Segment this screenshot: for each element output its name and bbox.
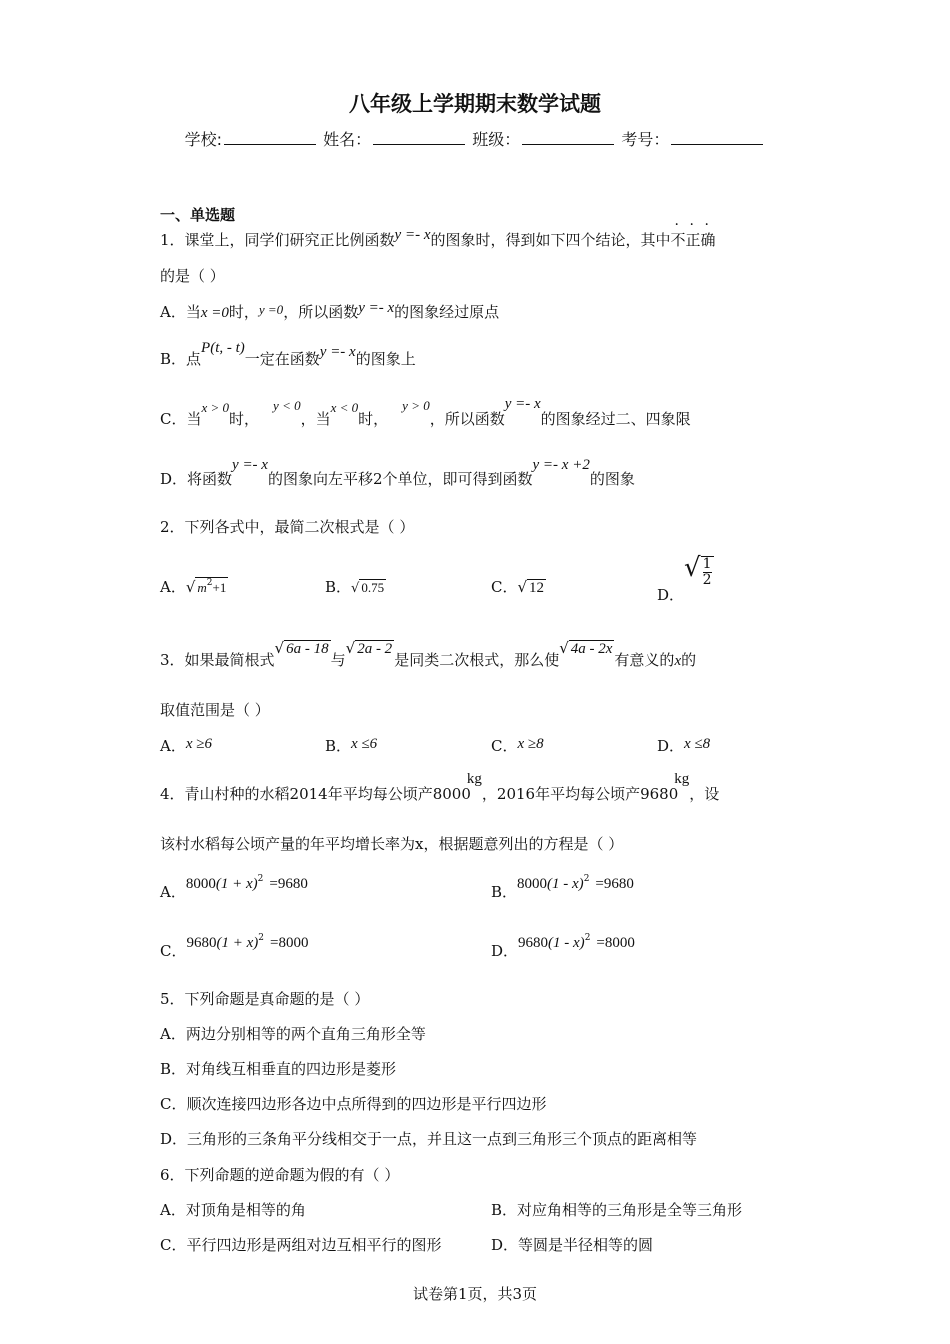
emphasis-char: 确 bbox=[700, 231, 716, 249]
q3-option-b[interactable] bbox=[325, 735, 377, 756]
q1-stem bbox=[160, 229, 716, 250]
exponent: 2 bbox=[583, 874, 590, 884]
q2-option-a[interactable]: A．√ $m^2+1$ bbox=[160, 578, 227, 596]
option-label: D． bbox=[657, 737, 685, 755]
q1-stem-text: 1．课堂上，同学们研究正比例函数 bbox=[160, 231, 395, 249]
math: x < 0 bbox=[330, 400, 359, 415]
math: x bbox=[674, 653, 682, 669]
math: (1 - x) bbox=[547, 876, 584, 892]
q4-option-c[interactable] bbox=[160, 933, 309, 961]
math: y =- x bbox=[358, 300, 395, 316]
exam-no-label: 考号： bbox=[621, 130, 670, 149]
q1-stem-text-2: 的图象时，得到如下四个结论，其中 bbox=[430, 231, 671, 249]
page-title: 八年级上学期期末数学试题 bbox=[349, 92, 601, 116]
q5-stem: 5．下列命题是真命题的是（ ） bbox=[160, 990, 370, 1008]
exponent: 2 bbox=[584, 933, 591, 943]
q5-option-c[interactable]: C．顺次连接四边形各边中点所得到的四边形是平行四边形 bbox=[160, 1095, 547, 1113]
math: 4a - 2x bbox=[570, 641, 613, 657]
q4-stem bbox=[160, 771, 720, 804]
text: 有意义的 bbox=[614, 651, 675, 669]
text: 3．如果最简根式 bbox=[160, 651, 275, 669]
option-label: B． bbox=[491, 883, 518, 901]
math: =9680 bbox=[269, 876, 308, 892]
q5-option-d[interactable]: D．三角形的三条角平分线相交于一点，并且这一点到三角形三个顶点的距离相等 bbox=[160, 1130, 698, 1148]
q1-func: y =- x bbox=[394, 227, 431, 243]
option-label: C．当 bbox=[160, 410, 202, 428]
text: ，所以函数 bbox=[283, 303, 359, 321]
option-label: A． bbox=[160, 737, 186, 755]
math: 6a - 18 bbox=[286, 641, 329, 657]
q6-option-a[interactable]: A．对顶角是相等的角 bbox=[160, 1201, 306, 1219]
math: x ≤6 bbox=[351, 736, 378, 752]
math: =9680 bbox=[595, 876, 634, 892]
option-label: B．点 bbox=[160, 350, 202, 368]
exponent: 2 bbox=[257, 874, 264, 884]
math: m bbox=[197, 580, 207, 595]
math: 2a - 2 bbox=[357, 641, 393, 657]
math: 8000 bbox=[185, 876, 216, 892]
math: =8000 bbox=[270, 935, 309, 951]
math: 0.75 bbox=[361, 580, 385, 595]
q4-option-b[interactable] bbox=[491, 874, 634, 902]
q3-stem-line2: 取值范围是（ ） bbox=[160, 701, 270, 719]
class-blank[interactable] bbox=[522, 130, 614, 145]
exponent: 2 bbox=[206, 578, 213, 588]
math: x ≥8 bbox=[517, 736, 544, 752]
math: x ≥6 bbox=[185, 736, 212, 752]
q3-option-a[interactable] bbox=[160, 735, 212, 756]
text: 一定在函数 bbox=[244, 350, 320, 368]
math: 9680 bbox=[518, 935, 549, 951]
option-label: D． bbox=[657, 586, 685, 604]
q1-option-a[interactable] bbox=[160, 301, 499, 322]
page-footer: 试卷第1页，共3页 bbox=[412, 1285, 538, 1303]
math: =8000 bbox=[596, 935, 635, 951]
school-blank[interactable] bbox=[224, 130, 316, 145]
math: (1 - x) bbox=[548, 935, 585, 951]
q3-stem: 3．如果最简根式√ 6a - 18与√ 2a - 2是同类二次根式，那么使√ 4a - 2x有意义的x的 bbox=[160, 639, 697, 669]
text: ，设 bbox=[689, 785, 720, 803]
text: 的图象 bbox=[589, 470, 635, 488]
text: 时， bbox=[228, 303, 259, 321]
unit: kg bbox=[674, 771, 690, 787]
math: x > 0 bbox=[201, 400, 230, 415]
q1-emphasis bbox=[671, 231, 716, 249]
emphasis-char: 不 bbox=[670, 231, 686, 249]
math: y =0 bbox=[258, 302, 284, 317]
option-label: C． bbox=[160, 942, 187, 960]
option-label: C． bbox=[491, 578, 518, 596]
q5-option-a[interactable]: A．两边分别相等的两个直角三角形全等 bbox=[160, 1025, 426, 1043]
text: ，所以函数 bbox=[429, 410, 505, 428]
option-label: A．当 bbox=[160, 303, 201, 321]
section-heading: 一、单选题 bbox=[160, 206, 236, 224]
math: (1 + x) bbox=[216, 935, 259, 951]
option-label: C． bbox=[491, 737, 518, 755]
text: 的 bbox=[681, 651, 697, 669]
math: 8000 bbox=[517, 876, 548, 892]
math: y =- x bbox=[319, 344, 356, 360]
option-label: D．将函数 bbox=[160, 470, 233, 488]
class-label: 班级： bbox=[472, 130, 521, 149]
text: 的图象经过原点 bbox=[394, 303, 500, 321]
math: y =- x bbox=[232, 457, 268, 473]
q6-stem: 6．下列命题的逆命题为假的有（ ） bbox=[160, 1166, 400, 1184]
q6-option-d[interactable]: D．等圆是半径相等的圆 bbox=[491, 1236, 654, 1254]
q4-option-d[interactable] bbox=[491, 933, 635, 961]
math: +1 bbox=[212, 580, 227, 595]
q1-stem-line2: 的是（ ） bbox=[160, 267, 225, 285]
math: P(t, - t) bbox=[201, 340, 245, 356]
option-label: A． bbox=[160, 883, 186, 901]
q2-option-c[interactable]: C．√ 12 bbox=[491, 578, 545, 596]
text: 是同类二次根式，那么使 bbox=[394, 651, 560, 669]
school-label: 学校: bbox=[184, 130, 223, 149]
q1-option-d[interactable] bbox=[160, 457, 635, 489]
fraction-numerator: 1 bbox=[702, 556, 712, 572]
q5-option-b[interactable]: B．对角线互相垂直的四边形是菱形 bbox=[160, 1060, 397, 1078]
option-label: B． bbox=[325, 737, 352, 755]
math: y > 0 bbox=[402, 398, 430, 413]
q6-option-c[interactable]: C．平行四边形是两组对边互相平行的图形 bbox=[160, 1236, 442, 1254]
math: y =- x +2 bbox=[532, 457, 590, 473]
q3-option-d[interactable] bbox=[657, 735, 710, 756]
student-info-line bbox=[0, 127, 950, 150]
math: y < 0 bbox=[273, 398, 301, 413]
option-label: B． bbox=[325, 578, 352, 596]
q4-stem-line2: 该村水稻每公顷产量的年平均增长率为x，根据题意列出的方程是（ ） bbox=[160, 835, 624, 853]
q4-option-a[interactable] bbox=[160, 874, 308, 902]
text: ，当 bbox=[300, 410, 331, 428]
text: 的图象向左平移2个单位，即可得到函数 bbox=[267, 470, 533, 488]
text: 与 bbox=[330, 651, 346, 669]
math: 9680 bbox=[186, 935, 217, 951]
emphasis-char: 正 bbox=[685, 231, 701, 249]
q1-option-c[interactable] bbox=[160, 396, 691, 429]
q2-stem: 2．下列各式中，最简二次根式是（ ） bbox=[160, 518, 415, 536]
unit: kg bbox=[466, 771, 482, 787]
text: 的图象经过二、四象限 bbox=[540, 410, 691, 428]
math: 12 bbox=[529, 580, 545, 596]
text: 时， bbox=[229, 410, 260, 428]
option-label: A． bbox=[160, 578, 186, 596]
text: ，2016年平均每公顷产9680 bbox=[481, 785, 679, 803]
fraction-denominator: 2 bbox=[702, 572, 712, 588]
math: (1 + x) bbox=[215, 876, 258, 892]
option-label: D． bbox=[491, 942, 519, 960]
q2-option-b[interactable]: B．√ 0.75 bbox=[325, 578, 385, 596]
text: 的图象上 bbox=[355, 350, 416, 368]
q2-option-d[interactable]: D．√ $\frac{1}{2}$ bbox=[657, 553, 712, 604]
text: 时， bbox=[358, 410, 389, 428]
math: y =- x bbox=[504, 396, 541, 412]
text: 4．青山村种的水稻2014年平均每公顷产8000 bbox=[160, 785, 471, 803]
exponent: 2 bbox=[258, 933, 264, 943]
exam-no-blank[interactable] bbox=[671, 130, 763, 145]
math: x =0 bbox=[200, 305, 229, 321]
q3-option-c[interactable] bbox=[491, 735, 544, 756]
q6-option-b[interactable]: B．对应角相等的三角形是全等三角形 bbox=[491, 1201, 743, 1219]
name-blank[interactable] bbox=[373, 130, 465, 145]
name-label: 姓名： bbox=[323, 130, 372, 149]
q1-option-b[interactable] bbox=[160, 340, 416, 369]
math: x ≤8 bbox=[684, 736, 711, 752]
